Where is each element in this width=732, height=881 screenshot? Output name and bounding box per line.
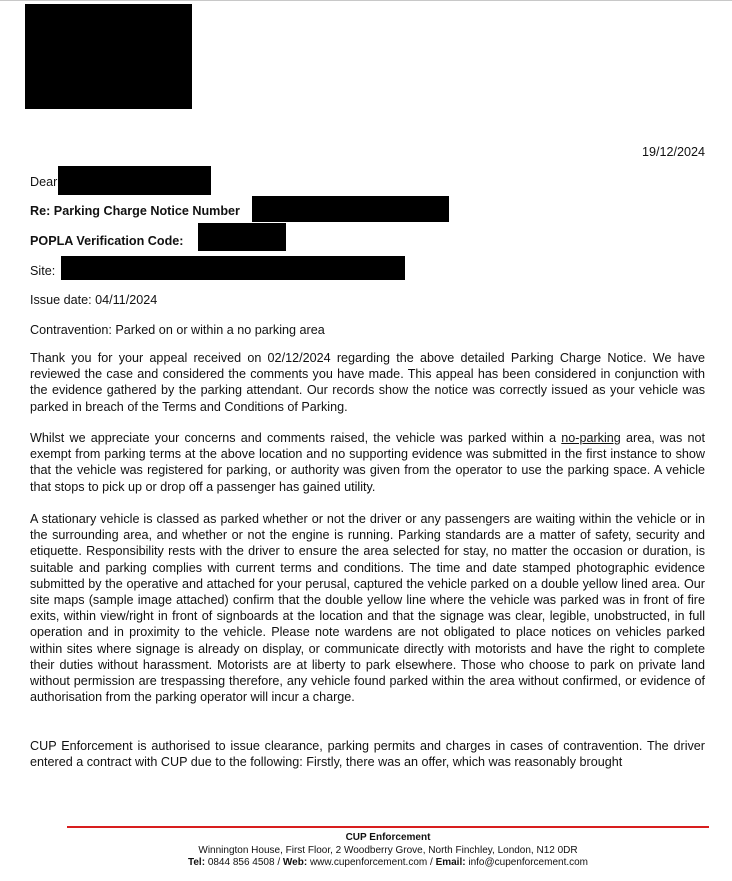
site-label: Site: <box>30 264 56 278</box>
tel-number: 0844 856 4508 <box>207 857 275 868</box>
redacted-recipient-name <box>58 166 211 195</box>
paragraph-no-parking-area <box>30 430 705 495</box>
paragraph-stationary-vehicle: A stationary vehicle is classed as parked whether or not the driver or any passengers are waiting within the vehicle or in the surrounding area, and whether or not the engine is running. Parking standards are a matter of safety, security and etiquette. Responsibility rests with the driver to ensure the area selected for stay, no matter the occasion or duration, is suitable and parking complies with current terms and conditions. The time and date stamped photographic evidence submitted by the operative and attached for your perusal, captured the vehicle parked on a double yellow lined area. Our site maps (sample image attached) confirm that the double yellow line where the vehicle was parked was in front of fire exits, within view/right in front of signboards at the location and that the signage was clear, legible, unobstructed, in full operation and in proximity to the vehicle. Please note wardens are not obligated to place notices on vehicles parked within sites where signage is already on display, or communicate directly with motorists and have the right to complete their duties without harassment. Motorists are at liberty to park elsewhere. Those who choose to park on private land without permission are trespassing therefore, any vehicle found parked within the area without confirmed, or evidence of authorisation from the parking operator will incur a charge. <box>30 512 705 705</box>
footer-company-name: CUP Enforcement <box>345 832 431 843</box>
tel-label: Tel: <box>187 857 206 868</box>
redacted-logo <box>25 4 192 109</box>
redacted-site <box>61 256 405 280</box>
footer-contact-line: Tel: 0844 856 4508 / Web: www.cupenforcement.com / Email: info@cupenforcement.com <box>187 857 589 868</box>
footer-red-rule <box>67 826 709 828</box>
redacted-popla-code <box>198 223 286 251</box>
paragraph-2-text-start: Whilst we appreciate your concerns and comments raised, the vehicle was parked within a <box>30 431 562 445</box>
paragraph-cup-enforcement: CUP Enforcement is authorised to issue clearance, parking permits and charges in cases of contravention. The driver entered a contract with CUP due to the following: Firstly, there was an offer, which was reasonably brought <box>30 739 705 770</box>
popla-code-label: POPLA Verification Code: <box>30 234 184 248</box>
redacted-pcn-number <box>252 196 449 222</box>
top-border <box>0 0 732 1</box>
pcn-number-label: Re: Parking Charge Notice Number <box>30 204 240 218</box>
letter-date: 19/12/2024 <box>641 145 705 159</box>
issue-date: Issue date: 04/11/2024 <box>30 293 158 307</box>
paragraph-appeal-received: Thank you for your appeal received on 02/12/2024 regarding the above detailed Parking Charge Notice. We have reviewed the case and considered the comments you have made. This appeal has been considered in conjunction with the evidence gathered by the parking attendant. Our records show the notice was correctly issued as your vehicle was parked in breach of the Terms and Conditions of Parking. <box>30 351 705 414</box>
email-address: info@cupenforcement.com <box>468 857 589 868</box>
web-label: Web: <box>282 857 308 868</box>
web-address: www.cupenforcement.com <box>309 857 428 868</box>
paragraph-2-text-end: area, was not exempt from parking terms at the above location and no supporting evidence was submitted in the first instance to show that the vehicle was registered for parking, or authority was given from the operator to use the parking space. A vehicle that stops to pick up or drop off a passenger has gained utility. <box>30 431 705 494</box>
no-parking-underlined: no-parking <box>561 431 621 445</box>
contravention: Contravention: Parked on or within a no parking area <box>30 323 325 337</box>
salutation: Dear <box>30 175 58 189</box>
email-label: Email: <box>435 857 466 868</box>
footer-address: Winnington House, First Floor, 2 Woodberry Grove, North Finchley, London, N12 0DR <box>198 845 578 856</box>
